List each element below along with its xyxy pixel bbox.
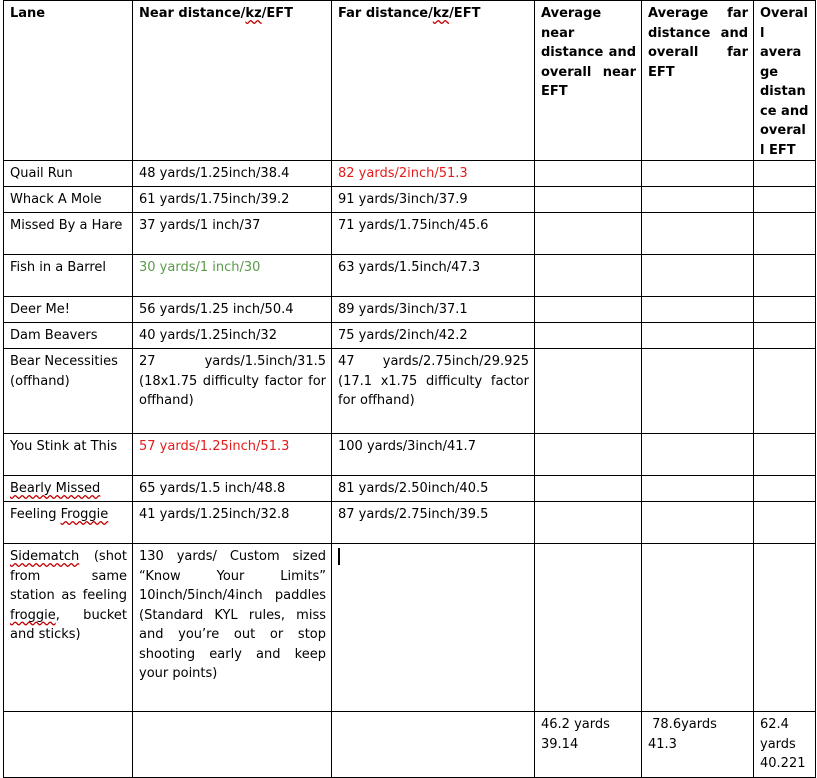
lane-cell: You Stink at This <box>4 434 133 476</box>
table-row <box>4 161 816 187</box>
avg-near-cell <box>535 349 642 434</box>
table-row <box>4 544 816 712</box>
far-cell: 87 yards/2.75inch/39.5 <box>332 502 535 544</box>
lane-cell: Deer Me! <box>4 297 133 323</box>
avg-far-cell <box>642 213 754 255</box>
near-cell <box>133 712 332 778</box>
far-cell <box>332 712 535 778</box>
lane-cell <box>4 712 133 778</box>
overall-cell <box>754 323 816 349</box>
table-row <box>4 323 816 349</box>
overall-cell <box>754 213 816 255</box>
lane-cell: Bear Necessities (offhand) <box>4 349 133 434</box>
text-cursor <box>338 548 340 565</box>
totals-row <box>4 712 816 778</box>
table-row <box>4 502 816 544</box>
far-cell: 81 yards/2.50inch/40.5 <box>332 476 535 502</box>
avg-far-cell <box>642 161 754 187</box>
near-cell: 56 yards/1.25 inch/50.4 <box>133 297 332 323</box>
lane-cell: Quail Run <box>4 161 133 187</box>
far-cell-editing[interactable] <box>332 544 535 712</box>
overall-cell <box>754 502 816 544</box>
table-row <box>4 187 816 213</box>
table-row <box>4 476 816 502</box>
avg-near-cell <box>535 476 642 502</box>
avg-near-total: 46.2 yards 39.14 <box>535 712 642 778</box>
near-cell: 130 yards/ Custom sized “Know Your Limits” 10inch/5inch/4inch paddles (Standard KYL rules, miss and you’re out or stop shooting early and keep your points) <box>133 544 332 712</box>
header-lane: Lane <box>4 1 133 161</box>
far-cell: 63 yards/1.5inch/47.3 <box>332 255 535 297</box>
overall-cell <box>754 544 816 712</box>
table-row <box>4 434 816 476</box>
table-row <box>4 297 816 323</box>
avg-near-cell <box>535 502 642 544</box>
avg-far-cell <box>642 187 754 213</box>
far-cell: 82 yards/2inch/51.3 <box>332 161 535 187</box>
near-cell: 30 yards/1 inch/30 <box>133 255 332 297</box>
lane-cell: Missed By a Hare <box>4 213 133 255</box>
avg-far-cell <box>642 323 754 349</box>
near-cell: 37 yards/1 inch/37 <box>133 213 332 255</box>
overall-cell <box>754 161 816 187</box>
header-overall: Overall average distance and overall EFT <box>754 1 816 161</box>
overall-cell <box>754 297 816 323</box>
spellcheck-word: Froggie <box>60 507 109 522</box>
far-cell: 75 yards/2inch/42.2 <box>332 323 535 349</box>
table-row <box>4 255 816 297</box>
far-cell: 91 yards/3inch/37.9 <box>332 187 535 213</box>
lane-cell <box>4 476 133 502</box>
header-near: Near distance/kz/EFT <box>133 1 332 161</box>
lane-cell: Fish in a Barrel <box>4 255 133 297</box>
table-row <box>4 349 816 434</box>
header-avg-near: Average near distance and overall near EFT <box>535 1 642 161</box>
near-cell: 40 yards/1.25inch/32 <box>133 323 332 349</box>
efficiency-table <box>3 0 816 778</box>
far-cell: 71 yards/1.75inch/45.6 <box>332 213 535 255</box>
avg-far-cell <box>642 434 754 476</box>
header-far: Far distance/kz/EFT <box>332 1 535 161</box>
lane-cell: Whack A Mole <box>4 187 133 213</box>
avg-near-cell <box>535 297 642 323</box>
overall-cell <box>754 434 816 476</box>
near-cell: 48 yards/1.25inch/38.4 <box>133 161 332 187</box>
far-cell: 89 yards/3inch/37.1 <box>332 297 535 323</box>
avg-near-cell <box>535 544 642 712</box>
avg-far-cell <box>642 544 754 712</box>
table-row <box>4 213 816 255</box>
overall-cell <box>754 476 816 502</box>
overall-cell <box>754 255 816 297</box>
avg-far-cell <box>642 297 754 323</box>
avg-near-cell <box>535 255 642 297</box>
avg-near-cell <box>535 187 642 213</box>
overall-cell <box>754 349 816 434</box>
avg-near-cell <box>535 213 642 255</box>
lane-cell: Sidematch (shot from same station as feeling froggie, bucket and sticks) <box>4 544 133 712</box>
avg-far-cell <box>642 476 754 502</box>
overall-cell <box>754 187 816 213</box>
lane-cell: Dam Beavers <box>4 323 133 349</box>
lane-cell: Feeling Froggie <box>4 502 133 544</box>
avg-near-cell <box>535 434 642 476</box>
spellcheck-word: Bearly Missed <box>10 481 101 496</box>
avg-far-cell <box>642 255 754 297</box>
avg-near-cell <box>535 161 642 187</box>
avg-near-cell <box>535 323 642 349</box>
near-cell: 65 yards/1.5 inch/48.8 <box>133 476 332 502</box>
header-row <box>4 1 816 161</box>
header-avg-far: Average far distance and overall far EFT <box>642 1 754 161</box>
near-cell: 57 yards/1.25inch/51.3 <box>133 434 332 476</box>
avg-far-total: 78.6yards 41.3 <box>642 712 754 778</box>
near-cell: 41 yards/1.25inch/32.8 <box>133 502 332 544</box>
avg-far-cell <box>642 349 754 434</box>
far-cell: 47 yards/2.75inch/29.925 (17.1 x1.75 difficulty factor for offhand) <box>332 349 535 434</box>
far-cell: 100 yards/3inch/41.7 <box>332 434 535 476</box>
overall-total: 62.4 yards 40.221 <box>754 712 816 778</box>
near-cell: 61 yards/1.75inch/39.2 <box>133 187 332 213</box>
avg-far-cell <box>642 502 754 544</box>
near-cell: 27 yards/1.5inch/31.5 (18x1.75 difficulty factor for offhand) <box>133 349 332 434</box>
